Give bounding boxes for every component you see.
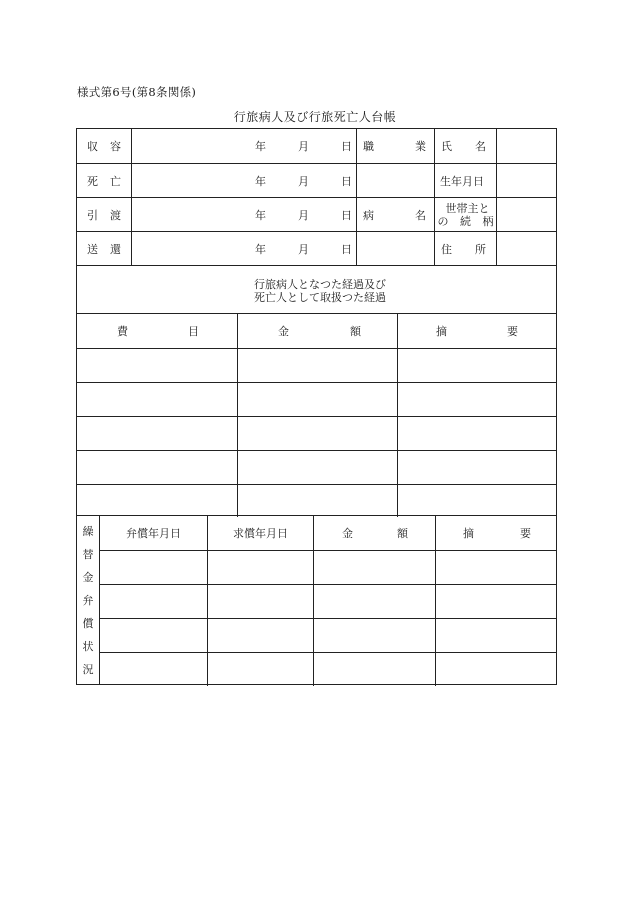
death-date-field[interactable] <box>131 164 356 197</box>
label-char: 繰 <box>82 525 94 538</box>
repayment-date-cell[interactable] <box>100 619 207 652</box>
label-handover <box>77 198 131 231</box>
repayment-amount-cell[interactable] <box>313 585 435 618</box>
label-text: 生年月日 <box>440 174 484 188</box>
table-row <box>100 584 556 618</box>
label-char: 名 <box>415 208 426 222</box>
label-char: 金 <box>82 571 94 584</box>
table-row <box>100 618 556 652</box>
claim-date-cell[interactable] <box>207 551 313 584</box>
label-char: 死 <box>87 174 98 188</box>
label-char: 況 <box>82 663 94 676</box>
label-char: 容 <box>110 140 121 153</box>
label-name <box>434 129 496 163</box>
header-char: 金 <box>342 527 353 540</box>
repayment-date-cell[interactable] <box>100 653 207 686</box>
repayment-remarks-cell[interactable] <box>435 619 556 652</box>
label-relationship <box>434 198 496 231</box>
year-label: 年 <box>255 174 266 188</box>
handover-date-field[interactable] <box>131 198 356 231</box>
header-text: 弁償年月日 <box>126 527 181 540</box>
expense-item-cell[interactable] <box>77 383 237 416</box>
label-char: 住 <box>441 242 452 256</box>
label-birthdate <box>434 164 496 197</box>
label-char: 収 <box>87 140 98 153</box>
repayment-remarks-cell[interactable] <box>435 551 556 584</box>
row-admission <box>77 129 556 163</box>
claim-date-cell[interactable] <box>207 585 313 618</box>
header-char: 要 <box>507 325 518 338</box>
header-amount <box>313 516 435 550</box>
label-char: 償 <box>82 617 94 630</box>
address-field[interactable] <box>496 232 556 265</box>
expense-remarks-cell[interactable] <box>397 417 556 450</box>
repayment-header-row <box>100 516 556 550</box>
table-row <box>77 348 556 382</box>
header-char: 額 <box>397 527 408 540</box>
day-label: 日 <box>341 208 352 222</box>
label-char: 弁 <box>82 594 94 607</box>
repayment-amount-cell[interactable] <box>313 619 435 652</box>
admission-date-field[interactable] <box>131 129 356 163</box>
form-number: 様式第6号(第8条関係) <box>77 85 197 99</box>
expense-item-cell[interactable] <box>77 417 237 450</box>
label-char: 送 <box>87 242 98 256</box>
header-text: 求償年月日 <box>233 527 288 540</box>
repayment-date-cell[interactable] <box>100 585 207 618</box>
expense-amount-cell[interactable] <box>237 383 397 416</box>
table-row <box>77 382 556 416</box>
claim-date-cell[interactable] <box>207 619 313 652</box>
label-line: 世帯主と <box>445 201 490 215</box>
table-row <box>100 652 556 686</box>
expense-amount-cell[interactable] <box>237 349 397 382</box>
header-char: 摘 <box>463 527 474 540</box>
name-field[interactable] <box>496 129 556 163</box>
expense-remarks-cell[interactable] <box>397 485 556 517</box>
header-expense-item <box>77 314 237 348</box>
expense-header-row <box>77 314 556 348</box>
label-line: の 続 柄 <box>437 214 498 228</box>
label-disease <box>356 198 434 231</box>
day-label: 日 <box>341 174 352 188</box>
header-char: 費 <box>117 325 128 338</box>
year-label: 年 <box>255 242 266 256</box>
year-label: 年 <box>255 208 266 222</box>
label-char: 名 <box>475 140 486 153</box>
label-char: 還 <box>110 242 121 256</box>
label-char: 替 <box>82 548 94 561</box>
label-char: 所 <box>475 242 486 256</box>
repayment-grid <box>100 516 556 684</box>
relationship-field[interactable] <box>496 198 556 231</box>
label-char: 渡 <box>110 208 121 222</box>
expense-amount-cell[interactable] <box>237 451 397 484</box>
expense-remarks-cell[interactable] <box>397 383 556 416</box>
label-return <box>77 232 131 265</box>
month-label: 月 <box>298 242 309 256</box>
registry-table <box>76 128 557 314</box>
label-occupation <box>356 129 434 163</box>
repayment-amount-cell[interactable] <box>313 653 435 686</box>
repayment-date-cell[interactable] <box>100 551 207 584</box>
expense-amount-cell[interactable] <box>237 417 397 450</box>
expense-item-cell[interactable] <box>77 485 237 517</box>
row-handover <box>77 197 556 231</box>
label-char: 業 <box>415 140 426 153</box>
label-history <box>77 266 556 315</box>
row-return <box>77 231 556 265</box>
day-label: 日 <box>341 242 352 256</box>
label-char: 氏 <box>441 140 452 153</box>
repayment-table <box>76 515 557 685</box>
row-death <box>77 163 556 197</box>
birthdate-field[interactable] <box>496 164 556 197</box>
header-remarks <box>397 314 556 348</box>
repayment-remarks-cell[interactable] <box>435 653 556 686</box>
month-label: 月 <box>298 208 309 222</box>
expense-remarks-cell[interactable] <box>397 349 556 382</box>
expense-remarks-cell[interactable] <box>397 451 556 484</box>
expense-table <box>76 313 557 516</box>
day-label: 日 <box>341 140 352 153</box>
year-label: 年 <box>255 140 266 153</box>
label-char: 職 <box>363 140 374 153</box>
expense-item-cell[interactable] <box>77 451 237 484</box>
header-repayment-date <box>100 516 207 550</box>
header-char: 額 <box>350 325 361 338</box>
header-claim-date <box>207 516 313 550</box>
header-char: 目 <box>188 325 199 338</box>
month-label: 月 <box>298 174 309 188</box>
repayment-status-label <box>77 516 100 684</box>
return-date-field[interactable] <box>131 232 356 265</box>
occupation-field[interactable] <box>356 164 434 197</box>
claim-date-cell[interactable] <box>207 653 313 686</box>
repayment-amount-cell[interactable] <box>313 551 435 584</box>
header-char: 摘 <box>436 325 447 338</box>
label-death <box>77 164 131 197</box>
expense-item-cell[interactable] <box>77 349 237 382</box>
label-char: 引 <box>87 208 98 222</box>
repayment-remarks-cell[interactable] <box>435 585 556 618</box>
table-row <box>77 450 556 484</box>
header-char: 金 <box>278 325 289 338</box>
label-char: 状 <box>82 640 94 653</box>
header-remarks <box>435 516 556 550</box>
label-char: 亡 <box>110 174 121 188</box>
header-amount <box>237 314 397 348</box>
table-row <box>77 416 556 450</box>
label-address <box>434 232 496 265</box>
header-char: 要 <box>520 527 531 540</box>
label-line: 行旅病人となつた経過及び <box>254 277 386 291</box>
table-row <box>77 484 556 517</box>
disease-field[interactable] <box>356 232 434 265</box>
label-admission <box>77 129 131 163</box>
expense-amount-cell[interactable] <box>237 485 397 517</box>
label-line: 死亡人として取扱つた経過 <box>254 290 386 304</box>
table-row <box>100 550 556 584</box>
month-label: 月 <box>298 140 309 153</box>
row-history[interactable] <box>77 265 556 315</box>
form-title: 行旅病人及び行旅死亡人台帳 <box>233 110 397 124</box>
label-char: 病 <box>363 208 374 222</box>
